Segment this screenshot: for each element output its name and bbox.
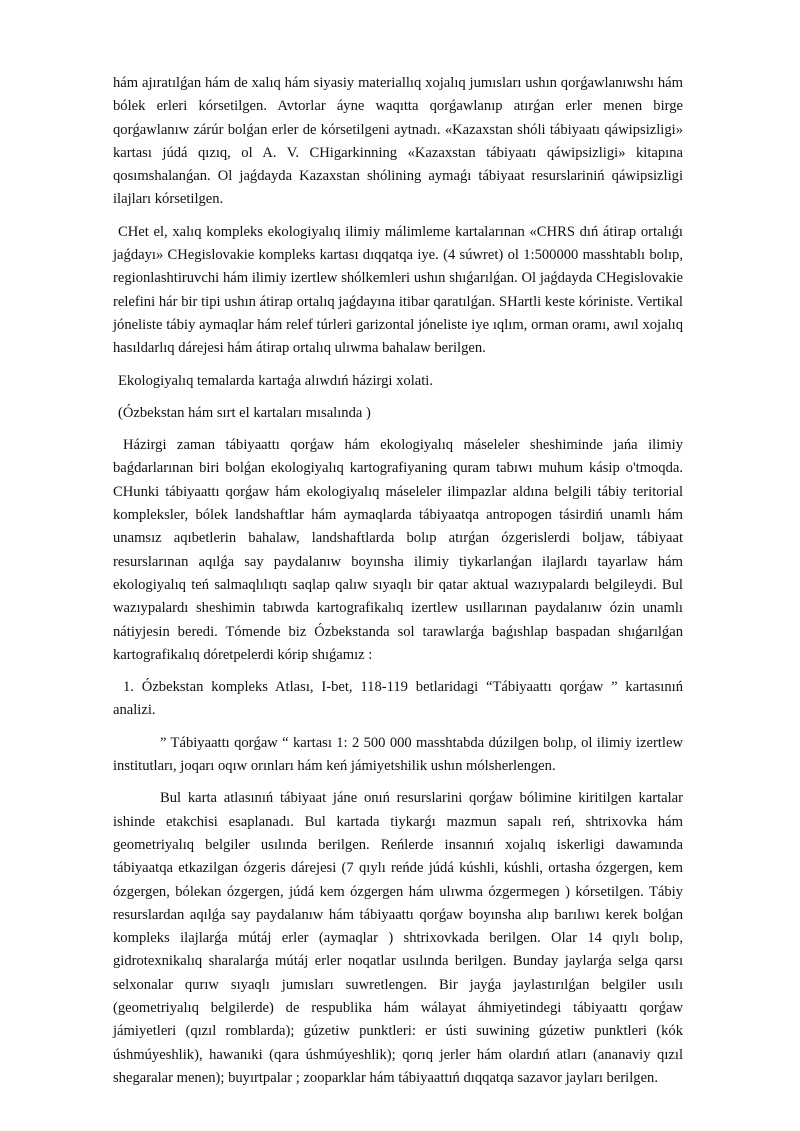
section-subheading: (Ózbekstan hám sırt el kartaları mısalında ) <box>118 404 371 421</box>
paragraph-map-scale: ” Tábiyaattı qorǵaw “ kartası 1: 2 500 000 masshtabda dúzilgen bolıp, ol ilimiy izertlew institutları, joqarı oqıw orınları hám keń jámiyetshilik ushın mólsherlengen. <box>113 734 683 775</box>
paragraph-czechoslovakia-map: CHet el, xalıq kompleks ekologiyalıq ilimiy málimleme kartalarınan «CHRS dıń átirap ortalıǵı jaǵdayı» CHegislovakie kompleks kartası dıqqatqa iye. (4 súwret) ol 1:500000 masshtablı bolıp, regionlashtiruvchi hám ilimiy izertlew shólkemleri ushın shıǵarılǵan. Ol jaǵdayda CHegislovakie relefini hár bir tipi ushın átirap ortalıq jaǵdayına itibar qaratılǵan. SHartli keste kóriniste. Vertikal jóneliste tábiy aymaqlar hám relef túrleri garizontal jóneliste iye ıqlım, orman oramı, awıl xojalıq hasıldarlıq dárejesi hám átirap ortalıq ulıwma bahalaw berilgen. <box>113 223 683 357</box>
paragraph-map-content: Bul karta atlasınıń tábiyaat jáne onıń resurslarini qorǵaw bólimine kiritilgen kartalar ishinde etakchisi esaplanadı. Bul kartada tiykarǵı mazmun sapalı reń, shtrixovka hám geometriyalıq belgiler usılında berilgen. Reńlerde insannıń xojalıq iskerligi dawamında tábiyaatqa etkazilgan ózgeris dárejesi (7 qıylı reńde júdá kúshli, kúshli, ortasha ózgergen, kem ózgergen, bólekan ózgergen, júdá kem ózgergen hám ulıwma ózgermegen ) kórsetilgen. Tábiy resurslardan aqılǵa say paydalanıw hám tábiyaattı qorǵaw boyınsha alıp barılıwı kerek bolǵan kompleks ilajlarǵa mútáj erler (aymaqlar ) shtrixovkada berilgen. Olar 14 qıylı bolıp, gidrotexnikalıq sharalarǵa mútáj erler noqatlar usılında berilgen. Bunday jaylarǵa selga qarsı selxonalar qurıw sıyaqlı jumısları suwretlengen. Bir jayǵa jaylastırılǵan belgiler usılı (geometriyalıq belgilerde) de respublika hám wálayat áhmiyetindegi tábiyaattı qorǵaw jámiyetleri (qızıl romblarda); gúzetiw punktleri: er ústi suwining gúzetiw punktleri (kók úshmúyeshlik), hawanıki (qara úshmúyeshlik); qorıq jerler hám olardıń atları (ananaviy qızıl shegaralar menen); buyırtpalar ; zooparklar hám tábiyaattıń dıqqatqa sazavor jayları berilgen. <box>113 790 683 1086</box>
paragraph-ecological-cartography: Házirgi zaman tábiyaattı qorǵaw hám ekologiyalıq máseleler sheshiminde jańa ilimiy baǵdarlarınan biri bolǵan ekologiyalıq kartografiyaning quram tabıwı muhum kásip o'tmoqda. CHunki tábiyaattı qorǵaw hám ekologiyalıq máseleler ilimpazlar aldına belgili tábiy teritorial kompleksler, bólek landshaftlar hám aymaqlarda tábiyaatqa antropogen tásirdiń unamlı hám unamsız aqıbetlerin bahalaw, landshaftlarda bolıp atırǵan ózgerislerdi boljaw, tábiyaat resurslarınan aqılǵa say paydalanıw boyınsha ilimiy tiykarlanǵan ilajlardı tayarlaw hám ekologiyalıq teń salmaqlılıqtı saqlap qalıw sıyaqlı bir qatar aktual wazıypalardı belgileydi. Bul wazıypalardı sheshimin tabıwda kartografikalıq izertlew usıllarınan paydalanıw ózin unamlı nátiyjesin beredi. Tómende biz Ózbekstanda sol tarawlarǵa baǵıshlap baspadan shıǵarılǵan kartografikalıq dóretpelerdi kórip shıǵamız : <box>113 437 683 663</box>
list-item-atlas-analysis: 1. Ózbekstan kompleks Atlası, I-bet, 118-119 betlaridagi “Tábiyaattı qorǵaw ” kartasınıń analizi. <box>113 679 683 719</box>
document-page <box>113 72 683 1090</box>
paragraph-protected-areas: hám ajıratılǵan hám de xalıq hám siyasiy materiallıq xojalıq jumısları ushın qorǵawlanıwshı hám bólek erleri kórsetilgen. Avtorlar áyne waqıtta qorǵawlanıp atırǵan erler menen birge qorǵawlanıw zárúr bolǵan erler de kórsetilgeni aytnadı. «Kazaxstan shóli tábiyaatı qáwipsizligi» kartası júdá qızıq, ol A. V. CHigarkinning «Kazaxstan tábiyaatı qáwipsizligi» kitapına qosımshalanǵan. Ol jaǵdayda Kazaxstan shólining aymaǵı tábiyaat resurslariniń qáwipsizligi ilajları kórsetilgen. <box>113 75 683 208</box>
section-heading: Ekologiyalıq temalarda kartaǵa alıwdıń házirgi xolati. <box>118 372 434 389</box>
